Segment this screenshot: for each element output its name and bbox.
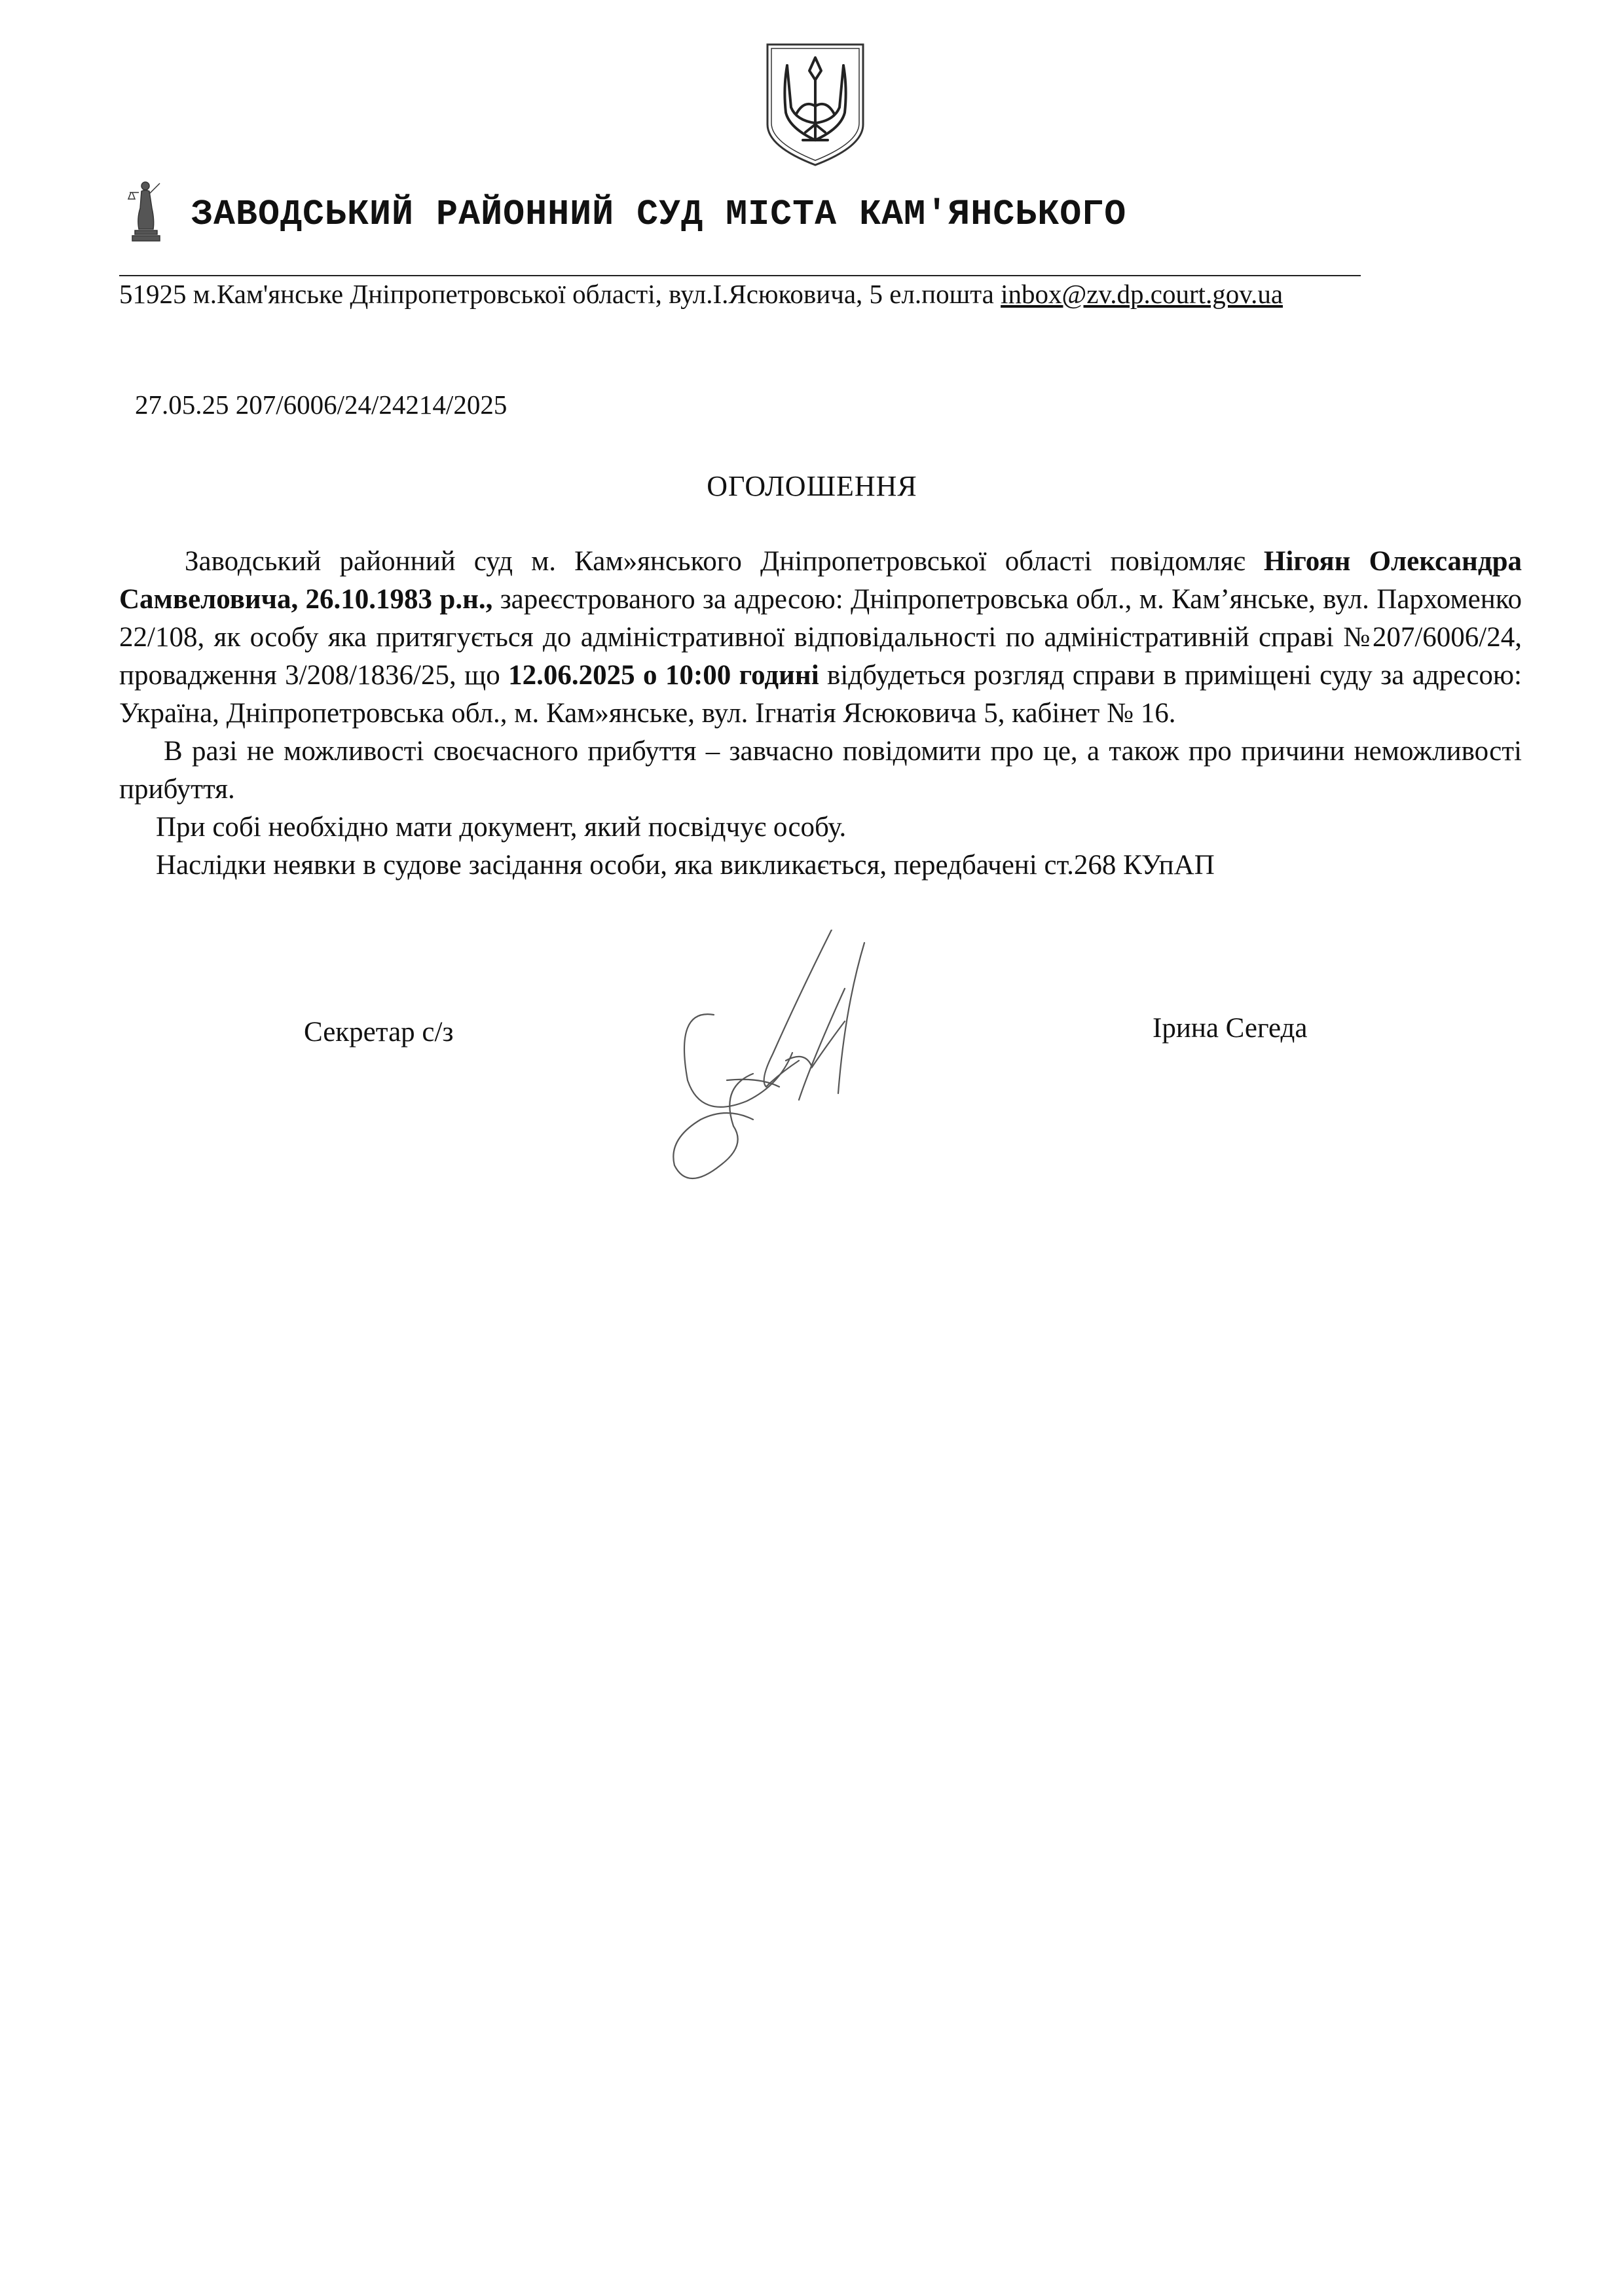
registration-number: 27.05.25 207/6006/24/24214/2025: [135, 390, 507, 420]
signer-name: Ірина Сегеда: [1153, 1013, 1308, 1044]
p1-details: зареєстрованого за адресою: Дніпропетровська обл., м. Кам’янське, вул. Пархоменко 22/108, як особу яка притягується до адміністративної відповідальності по адміністративній справі №207/6006/24, провадження 3/208/1836/25, що: [119, 584, 1522, 691]
court-name: ЗАВОДСЬКИЙ РАЙОННИЙ СУД МІСТА КАМ'ЯНСЬКОГО: [191, 194, 1127, 235]
themis-statue-icon: [126, 177, 166, 242]
address-text: 51925 м.Кам'янське Дніпропетровської області, вул.І.Ясюковича, 5 ел.пошта: [119, 279, 1001, 309]
document-title: ОГОЛОШЕННЯ: [707, 470, 917, 502]
court-address: [119, 278, 1283, 310]
absence-notice-paragraph: В разі не можливості своєчасного прибуття – завчасно повідомити про це, а також про причини неможливості прибуття.: [119, 736, 1522, 805]
person-name: Нігоян Олександра Самвеловича, 26.10.1983 р.н.,: [119, 546, 1522, 615]
signer-role: Секретар с/з: [304, 1017, 454, 1048]
consequences-paragraph: Наслідки неявки в судове засідання особи, яка викликається, передбачені ст.268 КУпАП: [156, 850, 1215, 881]
document-requirement-paragraph: При собі необхідно мати документ, який посвідчує особу.: [156, 812, 847, 843]
document-body: [119, 543, 1522, 884]
header-divider: [119, 275, 1361, 276]
p1-location: відбудеться розгляд справи в приміщені суду за адресою: Україна, Дніпропетровська обл., м. Кам»янське, вул. Ігнатія Ясюковича 5, кабінет № 16.: [119, 660, 1522, 729]
hearing-datetime: 12.06.2025 о 10:00 годині: [508, 660, 819, 691]
p1-intro: Заводський районний суд м. Кам»янського Дніпропетровської області повідомляє: [185, 546, 1264, 577]
email-link[interactable]: inbox@zv.dp.court.gov.ua: [1001, 279, 1283, 309]
announcement-paragraph: [119, 543, 1522, 733]
trident-emblem-icon: [764, 42, 867, 168]
signature-icon: [648, 930, 923, 1218]
